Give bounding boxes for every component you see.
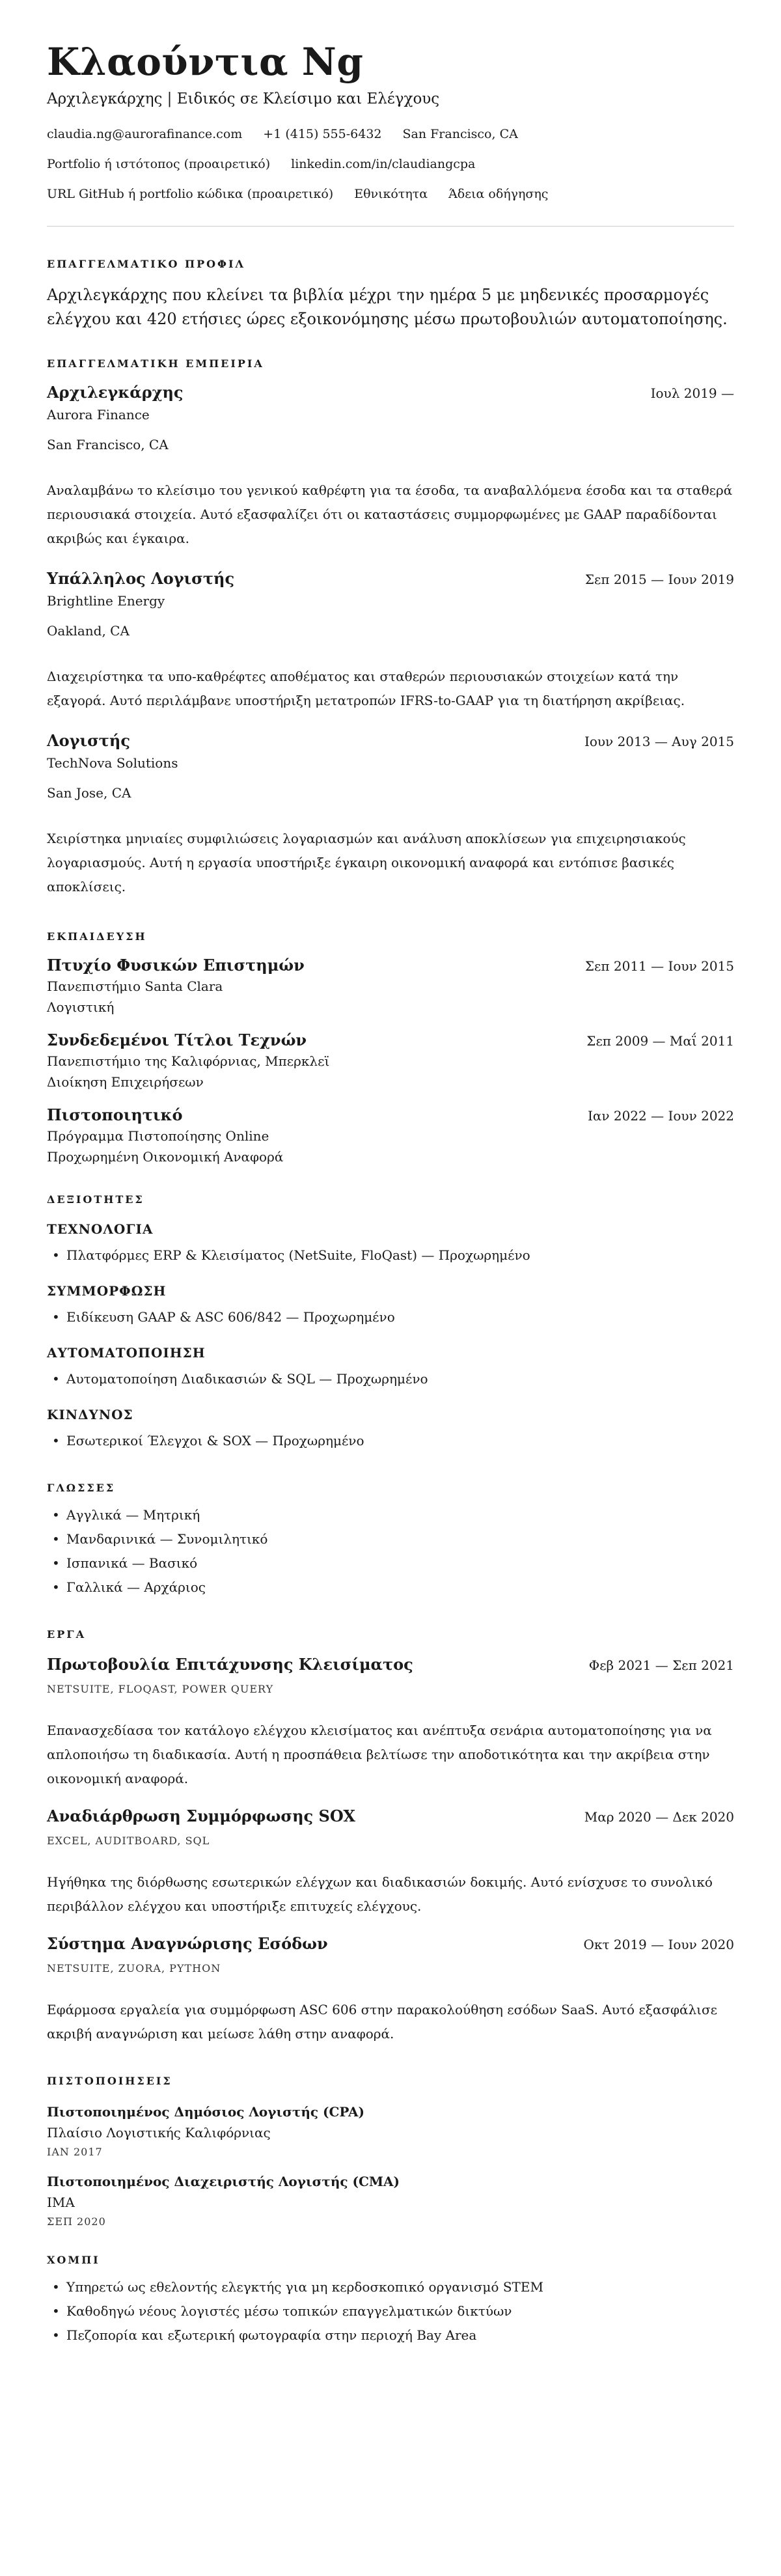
job-description: Χειρίστηκα μηνιαίες συμφιλιώσεις λογαριασμών και ανάλυση αποκλίσεων για επιχειρησιακούς λογαριασμούς. Αυτή η εργασία υποστήριξε έγκαιρη οικονομική αναφορά και εντόπισε βασικές αποκλίσεις. xyxy=(47,831,686,895)
project-item xyxy=(47,1934,734,2046)
skill-category xyxy=(47,1345,734,1391)
experience-section xyxy=(47,357,734,899)
study-field: Διοίκηση Επιχειρήσεων xyxy=(47,1074,204,1090)
hobbies-section xyxy=(47,2254,734,2347)
summary-text: Αρχιλεγκάρχης που κλείνει τα βιβλία μέχρι την ημέρα 5 με μηδενικές προσαρμογές ελέγχου και 420 ετήσιες ώρες εξοικονόμησης μέσω πρωτοβουλιών αυτοματοποίησης. xyxy=(47,285,728,328)
job-role: Υπάλληλος Λογιστής xyxy=(47,569,235,589)
job-description: Αναλαμβάνω το κλείσιμο του γενικού καθρέφτη για τα έσοδα, τα αναβαλλόμενα έσοδα και τα σταθερά περιουσιακά στοιχεία. Αυτό εξασφαλίζει ότι οι καταστάσεις συμμορφωμένες με GAAP παραδίδονται ακριβώς και έγκαιρα. xyxy=(47,482,733,547)
projects-title: ΕΡΓΑ xyxy=(47,1628,86,1641)
languages-section xyxy=(47,1482,734,1600)
contact-row-3 xyxy=(47,187,734,201)
list-item: • Γαλλικά — Αρχάριος xyxy=(47,1575,734,1600)
candidate-headline: Αρχιλεγκάρχης | Ειδικός σε Κλείσιμο και Ελέγχους xyxy=(47,90,440,107)
certification-date: ΣΕΠ 2020 xyxy=(47,2215,106,2228)
list-item: • Πεζοπορία και εξωτερική φωτογραφία στην περιοχή Bay Area xyxy=(47,2323,734,2347)
certifications-title: ΠΙΣΤΟΠΟΙΗΣΕΙΣ xyxy=(47,2075,172,2088)
list-item: • Καθοδηγώ νέους λογιστές μέσω τοπικών επαγγελματικών δικτύων xyxy=(47,2299,734,2323)
job-description: Διαχειρίστηκα τα υπο-καθρέφτες αποθέματος και σταθερών περιουσιακών στοιχείων κατά την εξαγορά. Αυτό περιλάμβανε υποστήριξη μετατροπών IFRS-to-GAAP για τη διατήρηση ακρίβειας. xyxy=(47,669,685,709)
experience-item-head xyxy=(47,731,734,750)
job-role: Λογιστής xyxy=(47,731,130,751)
email-link[interactable]: claudia.ng@aurorafinance.com xyxy=(47,126,243,141)
education-item xyxy=(47,1105,734,1165)
project-item-head xyxy=(47,1655,734,1674)
education-item xyxy=(47,1031,734,1090)
hobbies-list xyxy=(47,2275,734,2347)
skill-category-name: ΣΥΜΜΟΡΦΩΣΗ xyxy=(47,1283,167,1299)
experience-item xyxy=(47,383,734,551)
job-dates: Ιουλ 2019 — xyxy=(650,385,734,402)
project-item-head xyxy=(47,1807,734,1825)
study-field: Λογιστική xyxy=(47,999,115,1016)
list-item: • Αγγλικά — Μητρική xyxy=(47,1503,734,1527)
job-company: Aurora Finance xyxy=(47,407,150,423)
portfolio-link[interactable]: Portfolio ή ιστότοπος (προαιρετικό) xyxy=(47,156,271,171)
project-tech: NETSUITE, FLOQAST, POWER QUERY xyxy=(47,1683,274,1696)
contact-row-1 xyxy=(47,127,734,141)
header-divider xyxy=(47,226,734,227)
linkedin-link[interactable]: linkedin.com/in/claudiangcpa xyxy=(291,156,476,171)
skills-title: ΔΕΞΙΟΤΗΤΕΣ xyxy=(47,1193,144,1206)
skill-category-name: ΤΕΧΝΟΛΟΓΙΑ xyxy=(47,1221,154,1238)
contact-row-2 xyxy=(47,157,734,171)
license-text: Άδεια οδήγησης xyxy=(448,186,549,201)
project-description: Εφάρμοσα εργαλεία για συμμόρφωση ASC 606 στην παρακολούθηση εσόδων SaaS. Αυτό εξασφάλισε ακριβή αναγνώριση και μείωσε λάθη στην αναφορά. xyxy=(47,2002,718,2042)
job-location: Oakland, CA xyxy=(47,623,130,639)
certification-name: Πιστοποιημένος Διαχειριστής Λογιστής (CMA) xyxy=(47,2174,400,2190)
certification-item xyxy=(47,2174,734,2228)
project-description: Ηγήθηκα της διόρθωσης εσωτερικών ελέγχων και διαδικασιών δοκιμής. Αυτό ενίσχυσε το συνολικό περιβάλλον ελέγχου και υποστήριξε επιτυχείς ελέγχους. xyxy=(47,1874,713,1915)
job-dates: Ιουν 2013 — Αυγ 2015 xyxy=(584,734,734,750)
experience-item xyxy=(47,731,734,899)
school-name: Πανεπιστήμιο της Καλιφόρνιας, Μπερκλεϊ xyxy=(47,1053,330,1070)
list-item: • Πλατφόρμες ERP & Κλεισίματος (NetSuite, FloQast) — Προχωρημένο xyxy=(47,1243,734,1267)
job-role: Αρχιλεγκάρχης xyxy=(47,383,184,402)
skills-section xyxy=(47,1193,734,1453)
certifications-section xyxy=(47,2075,734,2228)
project-item xyxy=(47,1655,734,1791)
skill-list xyxy=(47,1305,734,1329)
skill-list xyxy=(47,1367,734,1391)
degree-dates: Ιαν 2022 — Ιουν 2022 xyxy=(587,1108,734,1124)
skill-category-name: ΚΙΝΔΥΝΟΣ xyxy=(47,1407,133,1423)
phone-number: +1 (415) 555-6432 xyxy=(263,126,382,141)
skill-category-name: ΑΥΤΟΜΑΤΟΠΟΙΗΣΗ xyxy=(47,1345,206,1361)
project-dates: Φεβ 2021 — Σεπ 2021 xyxy=(588,1657,734,1674)
list-item: • Ισπανικά — Βασικό xyxy=(47,1551,734,1575)
education-item-head xyxy=(47,1031,734,1049)
languages-list xyxy=(47,1503,734,1600)
experience-title: ΕΠΑΓΓΕΛΜΑΤΙΚΗ ΕΜΠΕΙΡΙΑ xyxy=(47,357,264,370)
list-item: • Υπηρετώ ως εθελοντής ελεγκτής για μη κερδοσκοπικό οργανισμό STEM xyxy=(47,2275,734,2299)
degree-name: Συνδεδεμένοι Τίτλοι Τεχνών xyxy=(47,1031,307,1050)
job-location: San Jose, CA xyxy=(47,785,131,801)
project-dates: Μαρ 2020 — Δεκ 2020 xyxy=(584,1809,734,1825)
certification-issuer: Πλαίσιο Λογιστικής Καλιφόρνιας xyxy=(47,2125,271,2141)
skill-category xyxy=(47,1221,734,1267)
degree-name: Πτυχίο Φυσικών Επιστημών xyxy=(47,956,305,975)
project-dates: Οκτ 2019 — Ιουν 2020 xyxy=(583,1937,734,1953)
skill-list xyxy=(47,1243,734,1267)
certification-name: Πιστοποιημένος Δημόσιος Λογιστής (CPA) xyxy=(47,2104,364,2120)
location-text: San Francisco, CA xyxy=(402,126,518,141)
job-dates: Σεπ 2015 — Ιουν 2019 xyxy=(584,572,734,588)
education-section xyxy=(47,930,734,1165)
job-company: TechNova Solutions xyxy=(47,755,178,771)
list-item: • Αυτοματοποίηση Διαδικασιών & SQL — Προχωρημένο xyxy=(47,1367,734,1391)
education-item-head xyxy=(47,956,734,975)
project-description: Επανασχεδίασα τον κατάλογο ελέγχου κλεισίματος και ανέπτυξα σενάρια αυτοματοποίησης για να απλοποιήσω τη διαδικασία. Αυτή η προσπάθεια βελτίωσε την αποδοτικότητα και την ακρίβεια στην οικονομική αναφορά. xyxy=(47,1723,712,1787)
project-name: Σύστημα Αναγνώρισης Εσόδων xyxy=(47,1934,328,1954)
project-tech: NETSUITE, ZUORA, PYTHON xyxy=(47,1962,221,1975)
degree-name: Πιστοποιητικό xyxy=(47,1105,183,1125)
project-item-head xyxy=(47,1934,734,1953)
list-item: • Μανδαρινικά — Συνομιλητικό xyxy=(47,1527,734,1551)
experience-item-head xyxy=(47,569,734,588)
skill-category xyxy=(47,1283,734,1329)
project-name: Αναδιάρθρωση Συμμόρφωσης SOX xyxy=(47,1807,355,1826)
job-company: Brightline Energy xyxy=(47,593,165,609)
nationality-text: Εθνικότητα xyxy=(354,186,428,201)
resume-header xyxy=(47,40,734,227)
candidate-name: Κλαούντια Ng xyxy=(47,40,364,84)
education-item-head xyxy=(47,1105,734,1124)
study-field: Προχωρημένη Οικονομική Αναφορά xyxy=(47,1149,284,1165)
github-link[interactable]: URL GitHub ή portfolio κώδικα (προαιρετικό) xyxy=(47,186,334,201)
contact-info xyxy=(47,127,734,201)
school-name: Πανεπιστήμιο Santa Clara xyxy=(47,978,223,995)
certification-item xyxy=(47,2104,734,2158)
list-item: • Εσωτερικοί Έλεγχοι & SOX — Προχωρημένο xyxy=(47,1429,734,1453)
degree-dates: Σεπ 2009 — Μαΐ 2011 xyxy=(586,1033,734,1049)
project-item xyxy=(47,1807,734,1918)
degree-dates: Σεπ 2011 — Ιουν 2015 xyxy=(584,958,734,975)
languages-title: ΓΛΩΣΣΕΣ xyxy=(47,1482,116,1495)
certification-issuer: IMA xyxy=(47,2195,75,2211)
experience-item-head xyxy=(47,383,734,402)
skill-list xyxy=(47,1429,734,1453)
school-name: Πρόγραμμα Πιστοποίησης Online xyxy=(47,1128,269,1144)
summary-title: ΕΠΑΓΓΕΛΜΑΤΙΚΟ ΠΡΟΦΙΛ xyxy=(47,257,245,270)
job-location: San Francisco, CA xyxy=(47,437,169,453)
certification-date: ΙΑΝ 2017 xyxy=(47,2146,103,2159)
education-item xyxy=(47,956,734,1015)
skill-category xyxy=(47,1407,734,1453)
education-title: ΕΚΠΑΙΔΕΥΣΗ xyxy=(47,930,147,943)
summary-section xyxy=(47,258,734,331)
project-name: Πρωτοβουλία Επιτάχυνσης Κλεισίματος xyxy=(47,1655,413,1674)
project-tech: EXCEL, AUDITBOARD, SQL xyxy=(47,1835,210,1848)
list-item: • Ειδίκευση GAAP & ASC 606/842 — Προχωρημένο xyxy=(47,1305,734,1329)
experience-item xyxy=(47,569,734,713)
projects-section xyxy=(47,1628,734,2046)
hobbies-title: ΧΟΜΠΙ xyxy=(47,2254,100,2267)
